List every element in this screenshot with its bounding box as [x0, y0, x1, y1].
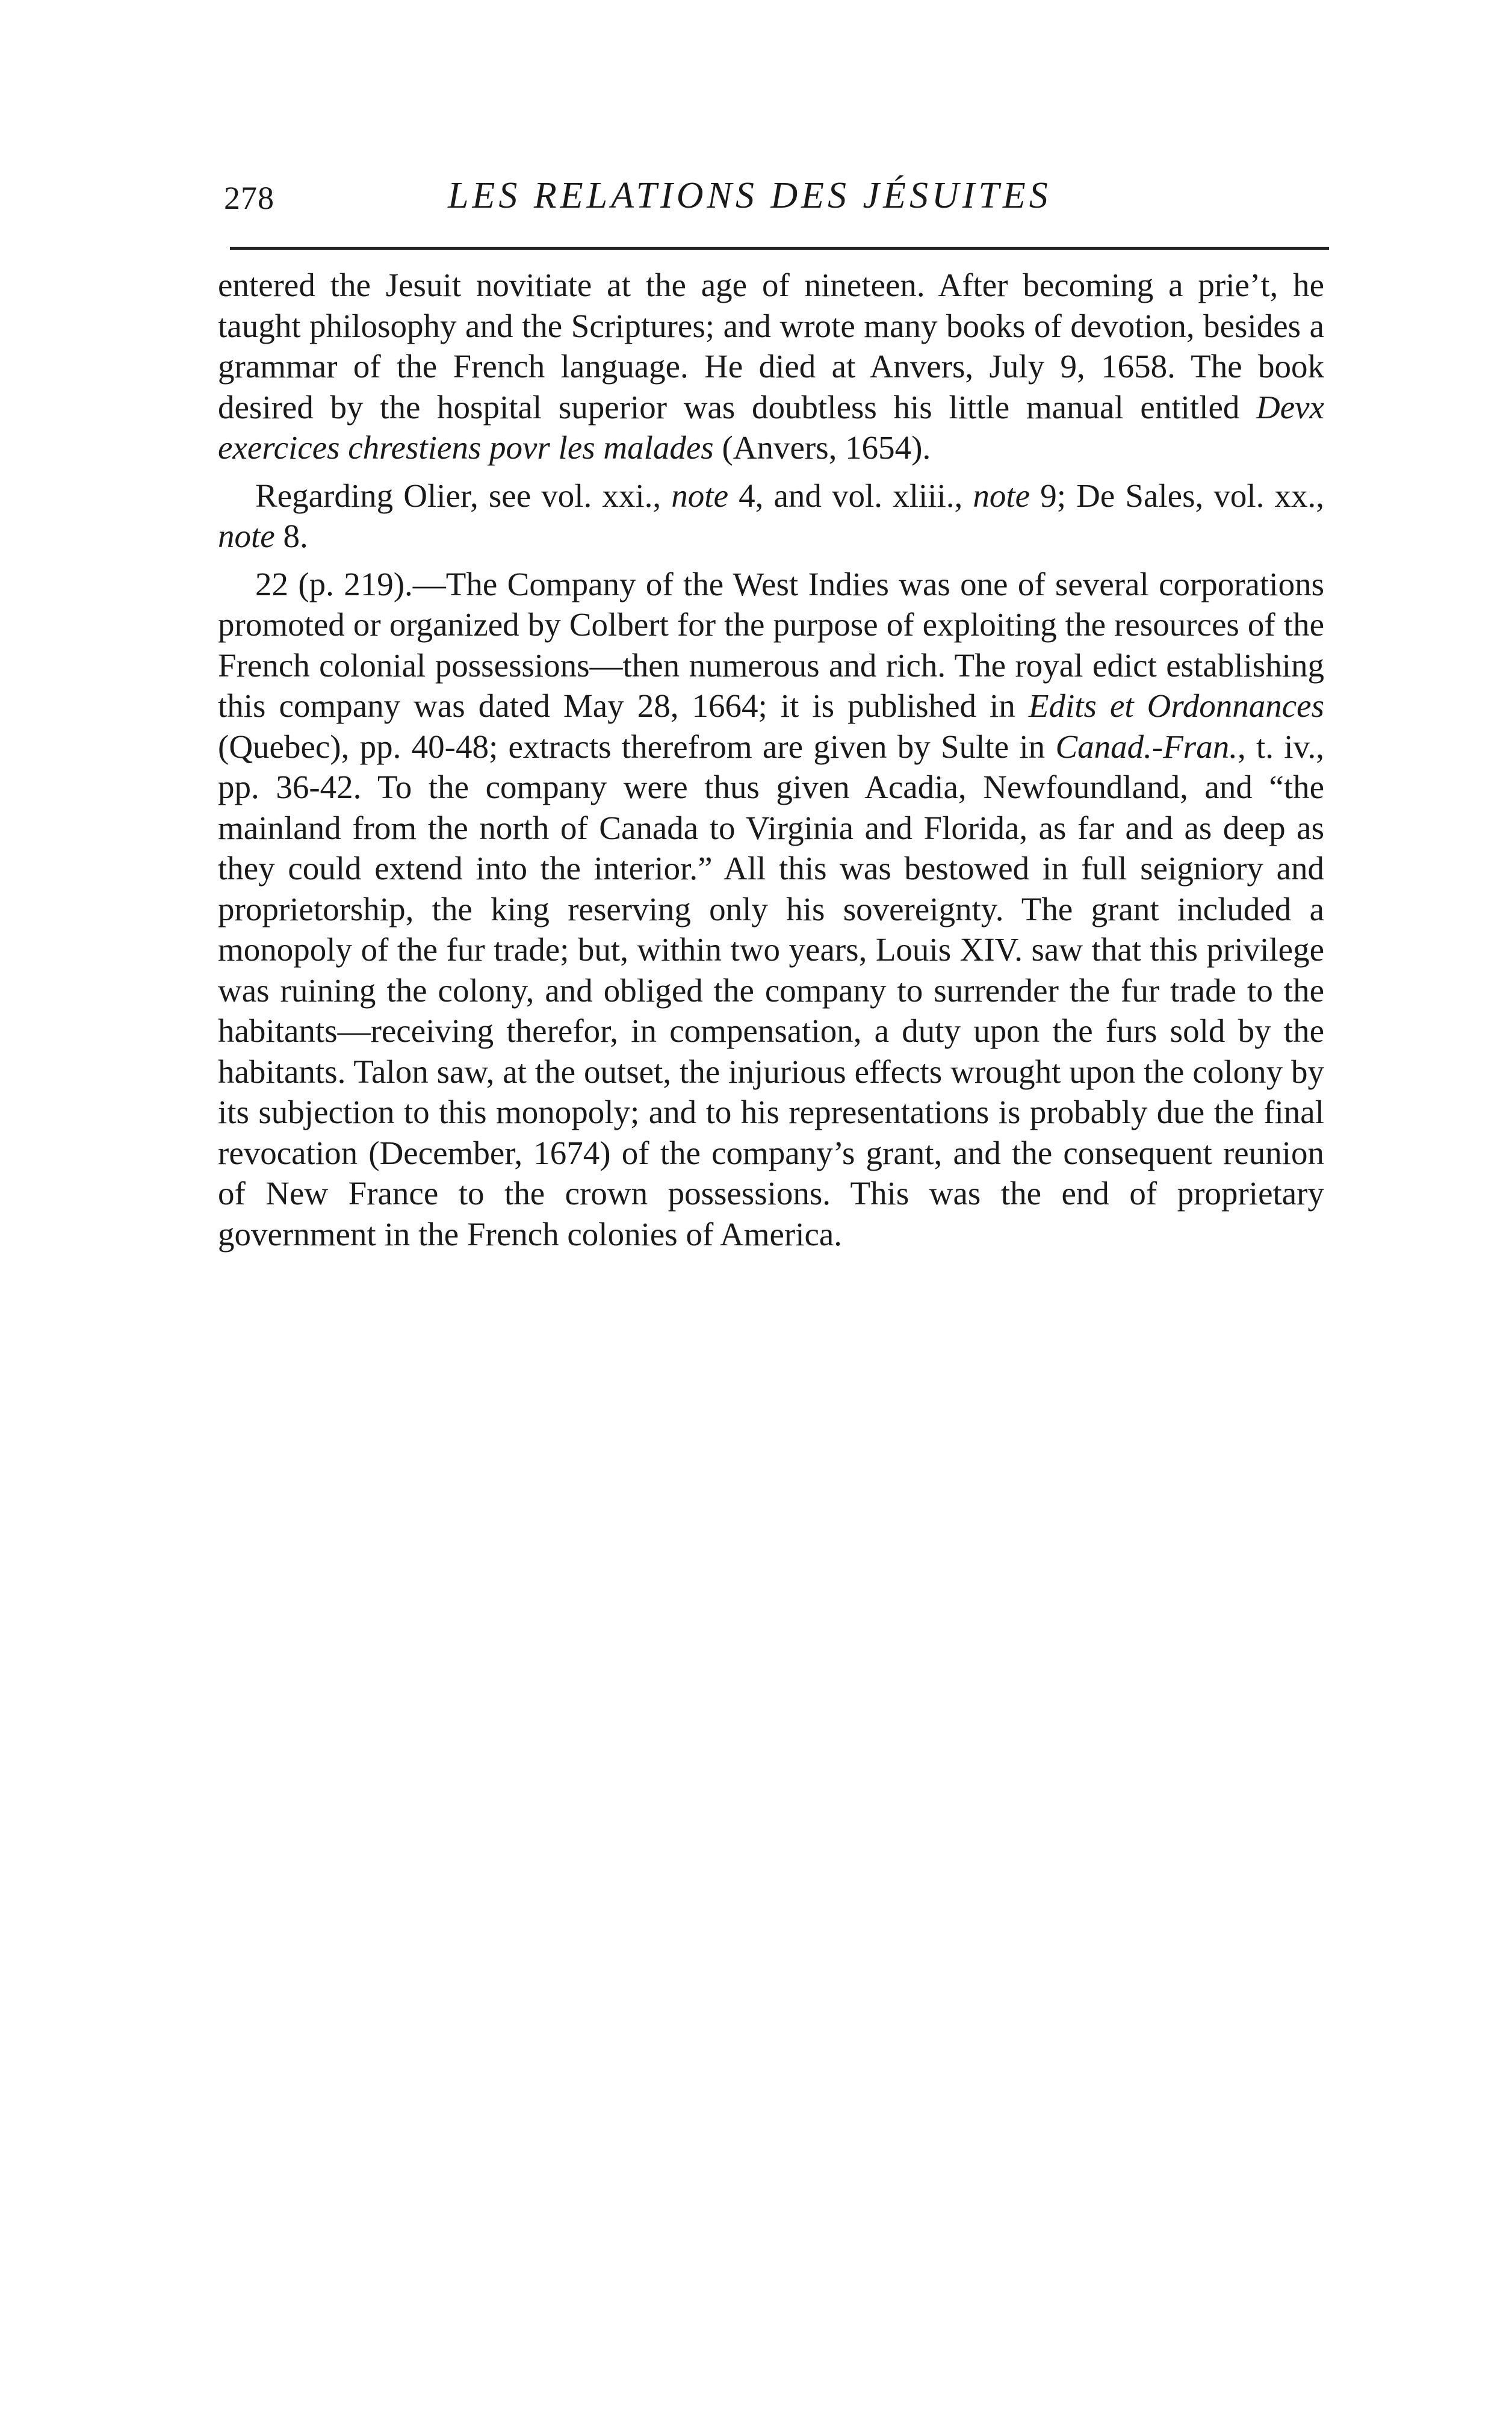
text-segment: (Anvers, 1654).	[713, 429, 931, 466]
header-rule	[230, 247, 1329, 250]
text-segment: entered the Jesuit novitiate at the age of nineteen. After becoming a prieʼt, he taught philosophy and the Scriptures; and wrote many books of devotion, besides a grammar of the French language. He died at Anvers, July 9, 1658. The book desired by the hospital superior was doubtless his little manual entitled	[218, 267, 1324, 426]
italic-text: Devx exercices chrestiens povr les malades	[218, 388, 1324, 466]
paragraph-continuation	[218, 265, 1324, 468]
text-segment: 9; De Sales, vol. xx.,	[1030, 477, 1324, 514]
page-header	[224, 175, 1330, 235]
text-segment: , t. iv., pp. 36-42. To the company were thus given Acadia, Newfoundland, and “the mainland from the north of Canada to Virginia and Florida, as far and as deep as they could extend into the interior.” All this was bestowed in full seigniory and proprietorship, the king reserving only his sovereignty. The grant included a monopoly of the fur trade; but, within two years, Louis XIV. saw that this privilege was ruining the colony, and obliged the company to surrender the fur trade to the habitants—receiving therefor, in compensation, a duty upon the furs sold by the habitants. Talon saw, at the outset, the injurious effects wrought upon the colony by its subjection to this monopoly; and to his representations is probably due the final revocation (December, 1674) of the company’s grant, and the consequent reunion of New France to the crown possessions. This was the end of proprietary government in the French colonies of America.	[218, 728, 1324, 1253]
running-title: LES RELATIONS DES JÉSUITES	[448, 175, 1052, 216]
paragraph-note-22	[218, 564, 1324, 1255]
notes-text	[218, 265, 1324, 1262]
text-segment: 4, and vol. xliii.,	[728, 477, 973, 514]
paragraph-regarding-olier	[218, 475, 1324, 557]
page-number: 278	[224, 180, 274, 216]
text-segment: 22 (p. 219).—The Company of the West Indies was one of several corporations promoted or organized by Colbert for the purpose of exploiting the resources of the French colonial possessions—then numerous and rich. The royal edict establishing this company was dated May 28, 1664; it is published in	[218, 565, 1324, 724]
italic-text: Canad.-Fran.	[1055, 728, 1238, 765]
italic-text: note	[973, 477, 1030, 514]
italic-text: note	[218, 518, 275, 554]
text-segment: (Quebec), pp. 40-48; extracts therefrom are given by Sulte in	[218, 728, 1056, 765]
italic-text: Edits et Ordonnances	[1028, 687, 1324, 724]
text-segment: 8.	[274, 518, 308, 554]
italic-text: note	[671, 477, 728, 514]
text-segment: Regarding Olier, see vol. xxi.,	[255, 477, 672, 514]
